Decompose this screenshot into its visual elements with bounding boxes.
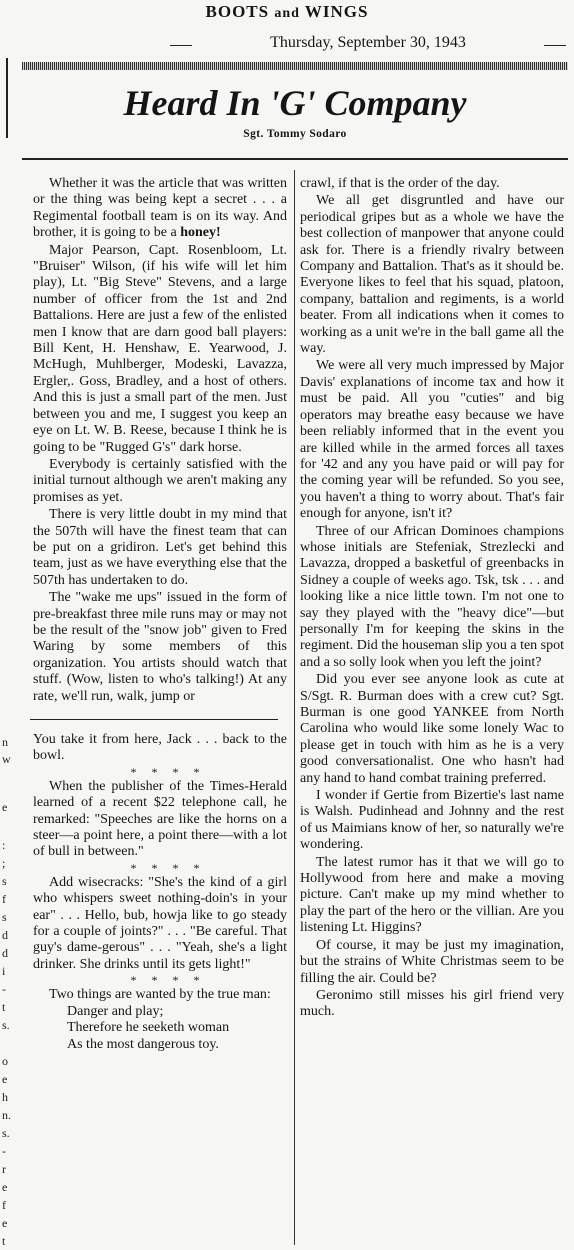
edge-fragment: h	[2, 1090, 8, 1104]
edge-fragment: i	[2, 964, 6, 978]
edge-fragment: e	[2, 800, 8, 814]
star-separator: * * * *	[130, 860, 206, 875]
edge-fragment: s.	[2, 1018, 10, 1032]
edge-fragment: s.	[2, 1126, 10, 1140]
verse-line: As the most dangerous toy.	[67, 1036, 219, 1052]
article-column-1	[33, 176, 287, 1053]
edge-fragment: e	[2, 1216, 8, 1230]
dateline-rule-right	[544, 45, 566, 46]
headline-rule	[22, 158, 568, 160]
emphasis-honey: honey!	[180, 225, 221, 241]
edge-fragment: s	[2, 910, 7, 924]
left-edge-fragments	[0, 0, 14, 1250]
edge-fragment: n.	[2, 1108, 11, 1122]
paragraph: Three of our African Dominoes champions whose initials are Stefeniak, Strezlecki and Lavazza, dropped a basketful of greenbacks in Sidney a couple of weeks ago. Tsk, tsk . . . and looking like a nice little town. I'm not one to say they played with the "heavy dice"—but personally I'm for keeping the skins in the regiment. Did the houseman slip you a ten spot and a so solly look when you left the joint?	[300, 523, 565, 670]
paragraph: Of course, it may be just my imagination, but the strains of White Christmas seem to be filling the air. Could be?	[300, 937, 564, 986]
edge-fragment: -	[2, 1144, 6, 1158]
edge-fragment: n	[2, 735, 8, 749]
paragraph: crawl, if that is the order of the day.	[300, 176, 500, 191]
masthead	[0, 2, 574, 22]
edge-fragment: d	[2, 928, 8, 942]
dateline-text: Thursday, September 30, 1943	[270, 34, 466, 51]
edge-fragment: :	[2, 838, 6, 852]
edge-fragment: t	[2, 1000, 6, 1014]
paragraph: Major Pearson, Capt. Rosenbloom, Lt. "Bruiser" Wilson, (if his wife will let him play), Lt. "Big Steve" Stevens, and a large number of officer from the 1st and 2nd Battalions. Here are just a few of the enlisted men I know that are darn good ball players: Bill Kent, H. Henshaw, E. Yearwood, J. McHugh, Muhlberger, Modeski, Lavazza, Ergler,. Goss, Bradley, and a host of others. And this is just a small part of the men. Just between you and me, I suggest you keep an eye on Lt. W. B. Reese, because I think he is going to be "Rugged G's" dark horse.	[33, 242, 287, 455]
edge-fragment: s	[2, 874, 7, 888]
paragraph: Everybody is certainly satisfied with the initial turnout although we aren't making any promises as yet.	[33, 456, 287, 505]
paragraph: You take it from here, Jack . . . back to the bowl.	[33, 732, 287, 764]
byline: Sgt. Tommy Sodaro	[243, 128, 347, 140]
paragraph: The latest rumor has it that we will go to Hollywood from here and make a moving picture. Can't make up my mind whether to play the part of the hero or the villian. Are you listening Lt. Higgins?	[300, 854, 564, 936]
masthead-boots: BOOTS	[205, 2, 270, 21]
paragraph: We all get disgruntled and have our periodical gripes but as a whole we have the best collection of manpower that anyone could ask for. There is a friendly rivalry between Company and Battalion. That's as it should be. Everyone likes to feel that his squad, platoon, company, battalion and regiments, is a world beater. From all indications when it comes to working as a unit we're in the ball game all the way.	[300, 193, 564, 357]
edge-fragment: r	[2, 1162, 6, 1176]
edge-fragment: e	[2, 1072, 8, 1086]
paragraph: Add wisecracks: "She's the kind of a girl who whispers sweet nothing-doin's in your ear" . . . Hello, bub, howja like to go steady for a couple of joints?" . . . "Be careful. That guy's dame-gerous" . . . "Yeah, she's a light drinker. She drinks until its gets light!"	[33, 874, 287, 972]
paragraph: Did you ever see anyone look as cute at S/Sgt. R. Burman does with a crew cut? Sgt. Burman is one good YANKEE from North Carolina who would like some lonely Wac to please get in touch with him as he is a very good conversationalist. One who hasn't had any hand to hand combat training preferred.	[300, 672, 564, 786]
verse-line: Danger and play;	[67, 1003, 164, 1019]
dateline-rule-left	[170, 45, 192, 46]
edge-fragment: f	[2, 1198, 6, 1212]
edge-fragment: ;	[2, 856, 6, 870]
paragraph	[33, 176, 287, 242]
paragraph: When the publisher of the Times-Herald learned of a recent $22 telephone call, he remarked: "Speeches are like the horns on a steer—a point here, a point there—with a lot of bull in between."	[33, 778, 287, 860]
headline: Heard In 'G' Company	[123, 83, 467, 123]
star-separator: * * * *	[130, 973, 206, 988]
masthead-wings: WINGS	[304, 2, 369, 21]
section-rule	[30, 719, 278, 720]
edge-fragment: f	[2, 892, 6, 906]
masthead-and: and	[274, 6, 300, 21]
dateline	[170, 34, 566, 56]
edge-fragment: e	[2, 1180, 8, 1194]
edge-fragment: t	[2, 1234, 6, 1248]
edge-fragment: o	[2, 1054, 8, 1068]
edge-fragment: d	[2, 946, 8, 960]
star-separator: * * * *	[130, 764, 206, 779]
column-divider	[294, 170, 295, 1245]
header-rule	[22, 62, 568, 70]
edge-fragment: w	[2, 752, 11, 766]
paragraph: We were all very much impressed by Major Davis' explanations of income tax and how it must be paid. All you "cuties" and big operators may breathe easy because we have been reliably informed that in the event you are killed while in the armed forces all taxes for '42 and any you have paid or will pay for the coming year will be refunded. So you see, you haven't a thing to worry about. That's fair enough for anyone, isn't it?	[300, 358, 564, 522]
paragraph: There is very little doubt in my mind that the 507th will have the finest team that can be put on a gridiron. Let's get behind this team, just as we have everything else that the 507th has undertaken to do.	[33, 507, 287, 588]
paragraph: I wonder if Gertie from Bizertie's last name is Walsh. Pudinhead and Johnny and the rest of us Maimians know of her, so naturally we're wondering.	[300, 788, 564, 853]
paragraph-text: Whether it was the article that was written or the thing was being kept a secret . . . a Regimental football team is on its way. And brother, it is going to be a	[33, 176, 287, 241]
paragraph: The "wake me ups" issued in the form of pre-breakfast three mile runs may or may not be the result of the "snow job" given to Fred Waring by some members of this organization. You artists should watch that stuff. (Wow, listen to who's talking!) At any rate, we'll run, walk, jump or	[33, 590, 287, 704]
article-column-2	[300, 176, 564, 1021]
paragraph: Two things are wanted by the true man:	[49, 987, 271, 1003]
edge-fragment: -	[2, 982, 6, 996]
verse-line: Therefore he seeketh woman	[67, 1020, 230, 1036]
paragraph: Geronimo still misses his girl friend very much.	[300, 987, 564, 1020]
